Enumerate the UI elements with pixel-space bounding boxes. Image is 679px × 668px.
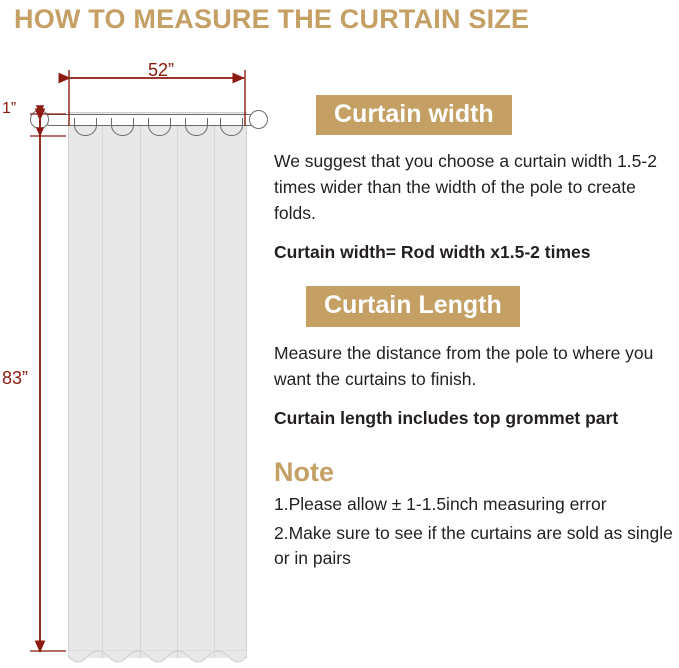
- curtain-width-paragraph: We suggest that you choose a curtain width 1.5-2 times wider than the width of the pole to create folds.: [274, 151, 657, 224]
- curtain-length-note: Curtain length includes top grommet part: [274, 407, 619, 428]
- curtain-length-paragraph: Measure the distance from the pole to where you want the curtains to finish.: [274, 342, 654, 389]
- curtain-width-banner: Curtain width: [316, 95, 512, 135]
- dimension-lines: [0, 40, 300, 661]
- width-dimension-label: 52”: [148, 60, 175, 80]
- length-dimension-label: 83”: [2, 368, 29, 388]
- note-line-2: 2.Make sure to see if the curtains are sold as single or in pairs: [274, 522, 673, 568]
- note-heading: Note: [274, 456, 334, 487]
- curtain-measure-diagram: [0, 40, 300, 661]
- curtain-length-banner: Curtain Length: [306, 286, 520, 326]
- curtain-width-formula: Curtain width= Rod width x1.5-2 times: [274, 242, 591, 263]
- page-title: HOW TO MEASURE THE CURTAIN SIZE: [14, 4, 530, 34]
- note-line-1: 1.Please allow ± 1-1.5inch measuring error: [274, 493, 607, 514]
- info-column: [268, 95, 679, 571]
- grommet-dimension-label: 1”: [2, 100, 17, 117]
